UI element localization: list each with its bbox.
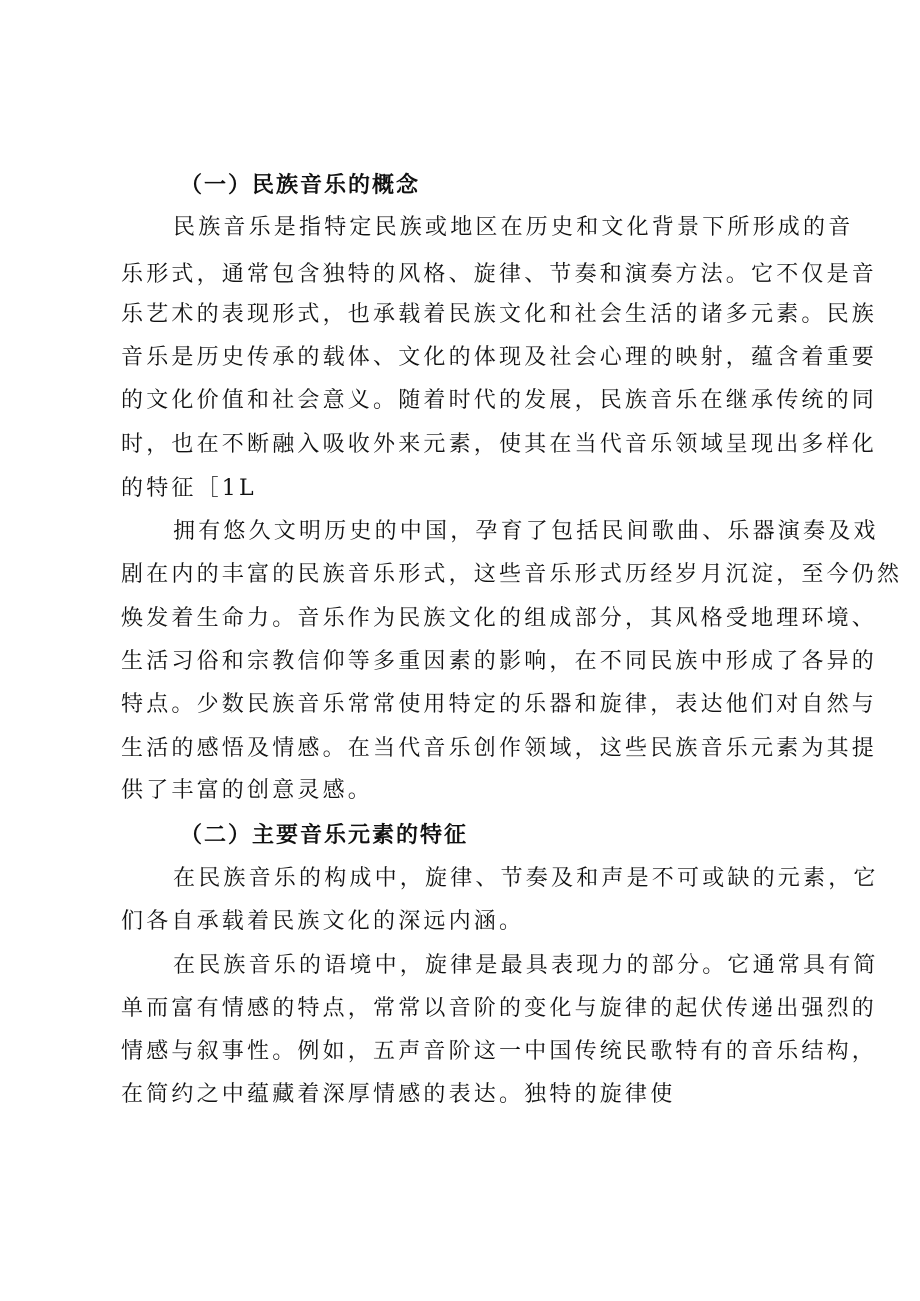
text-line: 民族音乐是指特定民族或地区在历史和文化背景下所形成的音: [173, 215, 854, 240]
text-line: 们各自承载着民族文化的深远内涵。: [121, 909, 525, 934]
text-line: 乐形式，通常包含独特的风格、旋律、节奏和演奏方法。它不仅是音: [121, 262, 878, 287]
text-line: 时，也在不断融入吸收外来元素，使其在当代音乐领域呈现出多样化: [121, 432, 878, 457]
section-heading-elements: （二）主要音乐元素的特征: [180, 822, 469, 848]
text-line: 在民族音乐的语境中，旋律是最具表现力的部分。它通常具有简: [173, 953, 879, 978]
text-line: 在简约之中蕴藏着深厚情感的表达。独特的旋律使: [121, 1082, 676, 1107]
text-line: 生活习俗和宗教信仰等多重因素的影响，在不同民族中形成了各异的: [121, 649, 878, 674]
text-line: 的文化价值和社会意义。随着时代的发展，民族音乐在继承传统的同: [121, 388, 878, 413]
text-line: 拥有悠久文明历史的中国，孕育了包括民间歌曲、乐器演奏及戏: [173, 519, 879, 544]
text-line: 音乐是历史传承的载体、文化的体现及社会心理的映射，蕴含着重要: [121, 345, 878, 370]
text-line: 情感与叙事性。例如，五声音阶这一中国传统民歌特有的音乐结构，: [121, 1039, 878, 1064]
text-line: 单而富有情感的特点，常常以音阶的变化与旋律的起伏传递出强烈的: [121, 996, 878, 1021]
text-line: 供了丰富的创意灵感。: [121, 778, 374, 803]
text-line: 剧在内的丰富的民族音乐形式，这些音乐形式历经岁月沉淀，至今仍然: [121, 562, 903, 587]
text-line: 焕发着生命力。音乐作为民族文化的组成部分，其风格受地理环境、: [121, 606, 878, 631]
text-line: 的特征［1L: [121, 476, 257, 501]
text-line: 乐艺术的表现形式，也承载着民族文化和社会生活的诸多元素。民族: [121, 302, 878, 327]
text-line: 特点。少数民族音乐常常使用特定的乐器和旋律，表达他们对自然与: [121, 692, 878, 717]
text-line: 在民族音乐的构成中，旋律、节奏及和声是不可或缺的元素，它: [173, 866, 879, 891]
text-line: 生活的感悟及情感。在当代音乐创作领域，这些民族音乐元素为其提: [121, 736, 878, 761]
section-heading-concept: （一）民族音乐的概念: [180, 172, 421, 198]
